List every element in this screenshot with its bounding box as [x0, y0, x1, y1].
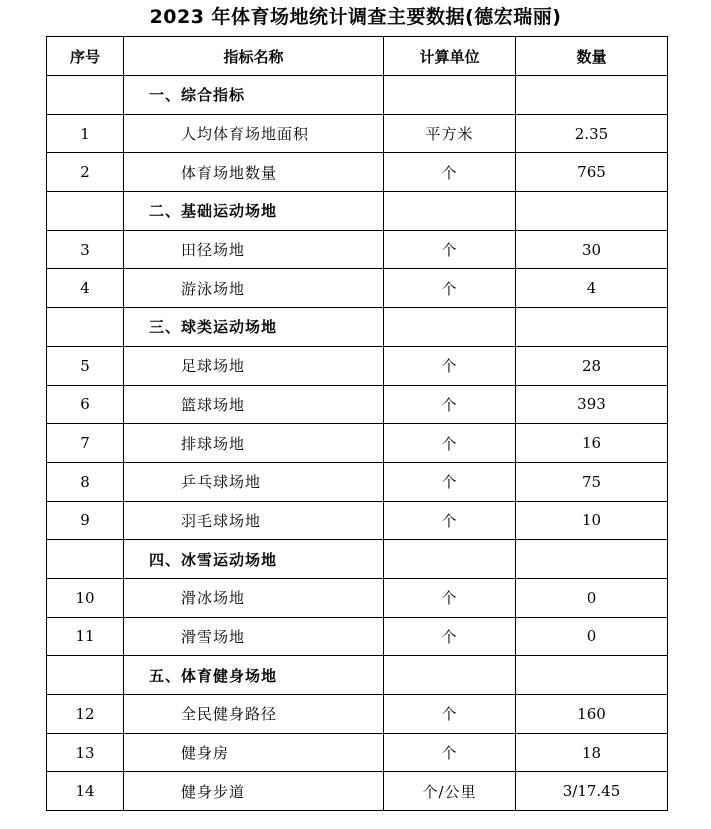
- row-indicator-name: 体育场地数量: [124, 153, 384, 192]
- section-unit-cell: [384, 192, 516, 231]
- row-serial-number: 5: [47, 346, 124, 385]
- row-quantity: 0: [516, 617, 668, 656]
- section-row: [47, 308, 668, 347]
- section-unit-cell: [384, 308, 516, 347]
- row-serial-number: 6: [47, 385, 124, 424]
- row-serial-number: 13: [47, 733, 124, 772]
- statistics-table: [46, 36, 668, 811]
- row-unit: 个: [384, 733, 516, 772]
- section-quantity-cell: [516, 540, 668, 579]
- table-row: [47, 346, 668, 385]
- section-title: 四、冰雪运动场地: [124, 540, 384, 579]
- row-serial-number: 1: [47, 114, 124, 153]
- row-indicator-name: 足球场地: [124, 346, 384, 385]
- section-unit-cell: [384, 540, 516, 579]
- section-serial-cell: [47, 656, 124, 695]
- row-serial-number: 8: [47, 462, 124, 501]
- table-row: [47, 772, 668, 811]
- table-header-row: [47, 37, 668, 76]
- header-indicator-name: 指标名称: [124, 37, 384, 76]
- row-quantity: 28: [516, 346, 668, 385]
- row-serial-number: 10: [47, 578, 124, 617]
- table-row: [47, 695, 668, 734]
- section-row: [47, 192, 668, 231]
- table-row: [47, 424, 668, 463]
- row-serial-number: 14: [47, 772, 124, 811]
- section-title: 二、基础运动场地: [124, 192, 384, 231]
- row-serial-number: 11: [47, 617, 124, 656]
- row-indicator-name: 田径场地: [124, 230, 384, 269]
- row-unit: 个: [384, 617, 516, 656]
- section-serial-cell: [47, 192, 124, 231]
- row-indicator-name: 健身房: [124, 733, 384, 772]
- section-serial-cell: [47, 540, 124, 579]
- row-quantity: 30: [516, 230, 668, 269]
- table-row: [47, 385, 668, 424]
- table-row: [47, 462, 668, 501]
- section-unit-cell: [384, 76, 516, 115]
- row-indicator-name: 篮球场地: [124, 385, 384, 424]
- row-quantity: 0: [516, 578, 668, 617]
- row-serial-number: 12: [47, 695, 124, 734]
- row-indicator-name: 乒乓球场地: [124, 462, 384, 501]
- row-quantity: 765: [516, 153, 668, 192]
- row-indicator-name: 滑雪场地: [124, 617, 384, 656]
- row-unit: 个: [384, 230, 516, 269]
- row-quantity: 4: [516, 269, 668, 308]
- row-unit: 个: [384, 462, 516, 501]
- row-serial-number: 9: [47, 501, 124, 540]
- row-quantity: 393: [516, 385, 668, 424]
- row-quantity: 16: [516, 424, 668, 463]
- table-row: [47, 578, 668, 617]
- header-serial-number: 序号: [47, 37, 124, 76]
- row-unit: 个: [384, 346, 516, 385]
- row-indicator-name: 羽毛球场地: [124, 501, 384, 540]
- header-quantity: 数量: [516, 37, 668, 76]
- row-unit: 个: [384, 695, 516, 734]
- section-quantity-cell: [516, 656, 668, 695]
- section-row: [47, 76, 668, 115]
- section-title: 一、综合指标: [124, 76, 384, 115]
- table-row: [47, 114, 668, 153]
- row-unit: 个/公里: [384, 772, 516, 811]
- row-indicator-name: 健身步道: [124, 772, 384, 811]
- row-indicator-name: 游泳场地: [124, 269, 384, 308]
- section-unit-cell: [384, 656, 516, 695]
- row-unit: 个: [384, 385, 516, 424]
- section-quantity-cell: [516, 308, 668, 347]
- table-row: [47, 153, 668, 192]
- table-row: [47, 733, 668, 772]
- row-unit: 个: [384, 578, 516, 617]
- section-title: 三、球类运动场地: [124, 308, 384, 347]
- row-unit: 个: [384, 153, 516, 192]
- row-quantity: 10: [516, 501, 668, 540]
- table-row: [47, 230, 668, 269]
- row-serial-number: 4: [47, 269, 124, 308]
- row-indicator-name: 人均体育场地面积: [124, 114, 384, 153]
- row-unit: 个: [384, 269, 516, 308]
- row-quantity: 160: [516, 695, 668, 734]
- row-serial-number: 2: [47, 153, 124, 192]
- table-body: [47, 76, 668, 811]
- row-serial-number: 3: [47, 230, 124, 269]
- section-serial-cell: [47, 308, 124, 347]
- table-row: [47, 617, 668, 656]
- table-row: [47, 269, 668, 308]
- section-row: [47, 540, 668, 579]
- row-quantity: 3/17.45: [516, 772, 668, 811]
- row-unit: 个: [384, 501, 516, 540]
- row-quantity: 2.35: [516, 114, 668, 153]
- section-serial-cell: [47, 76, 124, 115]
- row-unit: 平方米: [384, 114, 516, 153]
- row-indicator-name: 排球场地: [124, 424, 384, 463]
- row-serial-number: 7: [47, 424, 124, 463]
- section-row: [47, 656, 668, 695]
- row-unit: 个: [384, 424, 516, 463]
- row-quantity: 18: [516, 733, 668, 772]
- row-indicator-name: 全民健身路径: [124, 695, 384, 734]
- section-quantity-cell: [516, 192, 668, 231]
- section-quantity-cell: [516, 76, 668, 115]
- row-quantity: 75: [516, 462, 668, 501]
- page-title: 2023 年体育场地统计调查主要数据(德宏瑞丽): [149, 6, 562, 28]
- header-unit: 计算单位: [384, 37, 516, 76]
- table-row: [47, 501, 668, 540]
- row-indicator-name: 滑冰场地: [124, 578, 384, 617]
- section-title: 五、体育健身场地: [124, 656, 384, 695]
